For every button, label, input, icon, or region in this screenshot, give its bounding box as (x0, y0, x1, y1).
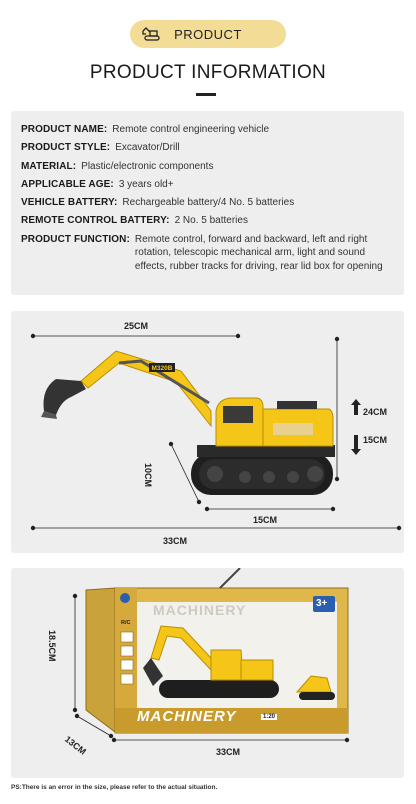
dim-height-upper: 24CM (363, 407, 388, 417)
info-value: Remote control, forward and backward, left and right rotation, telescopic mechanical arm, light and sound effects, rubber tracks for driving, rear lid box for opening (134, 233, 383, 272)
model-label: M320B (151, 365, 173, 372)
excavator-illustration (11, 311, 404, 553)
age-badge: 3+ (316, 598, 328, 609)
info-label: MATERIAL: (21, 160, 77, 172)
badge-label: PRODUCT (174, 26, 242, 42)
vehicle-dimensions-card (11, 311, 404, 553)
scale-label: 1:20 (263, 714, 276, 720)
title-underline (196, 93, 216, 96)
page-title: PRODUCT INFORMATION (89, 62, 327, 83)
product-badge (130, 20, 286, 48)
info-row-vehicle-battery (21, 196, 404, 209)
info-row-material (21, 160, 404, 173)
package-dimensions-card (11, 568, 404, 778)
info-value: 3 years old+ (118, 178, 174, 190)
rc-label: R/C (121, 620, 131, 626)
info-row-remote-battery (21, 214, 404, 227)
pkg-depth: 13CM (62, 734, 88, 757)
dim-top-width: 25CM (124, 321, 149, 331)
info-label: PRODUCT FUNCTION: (21, 233, 130, 245)
info-value: Plastic/electronic components (81, 160, 214, 172)
info-label: REMOTE CONTROL BATTERY: (21, 215, 170, 227)
info-label: PRODUCT NAME: (21, 124, 108, 135)
info-value: Rechargeable battery/4 No. 5 batteries (122, 197, 295, 209)
package-brand: MACHINERY (137, 708, 237, 725)
info-row-style (21, 141, 404, 154)
info-label: APPLICABLE AGE: (21, 178, 114, 190)
dim-track-length: 15CM (253, 515, 278, 525)
dim-height-lower: 15CM (363, 435, 388, 445)
product-info-card (11, 111, 404, 295)
dim-total-length: 33CM (163, 536, 188, 546)
arrow-up-icon (351, 399, 361, 415)
info-row-name (21, 123, 404, 136)
pkg-width: 33CM (216, 747, 241, 757)
footer-note: PS:There is an error in the size, please refer to the actual situation. (11, 784, 218, 791)
info-value: Excavator/Drill (115, 142, 180, 154)
info-value: Remote control engineering vehicle (112, 124, 270, 135)
info-label: PRODUCT STYLE: (21, 142, 111, 154)
info-value: 2 No. 5 batteries (174, 215, 248, 227)
info-row-age (21, 178, 404, 191)
info-label: VEHICLE BATTERY: (21, 197, 118, 209)
info-row-function (21, 233, 404, 274)
package-brand-faded: MACHINERY (153, 602, 247, 618)
dim-side-depth: 10CM (143, 463, 153, 488)
pkg-height: 18.5CM (47, 630, 57, 662)
arrow-down-icon (351, 435, 361, 455)
